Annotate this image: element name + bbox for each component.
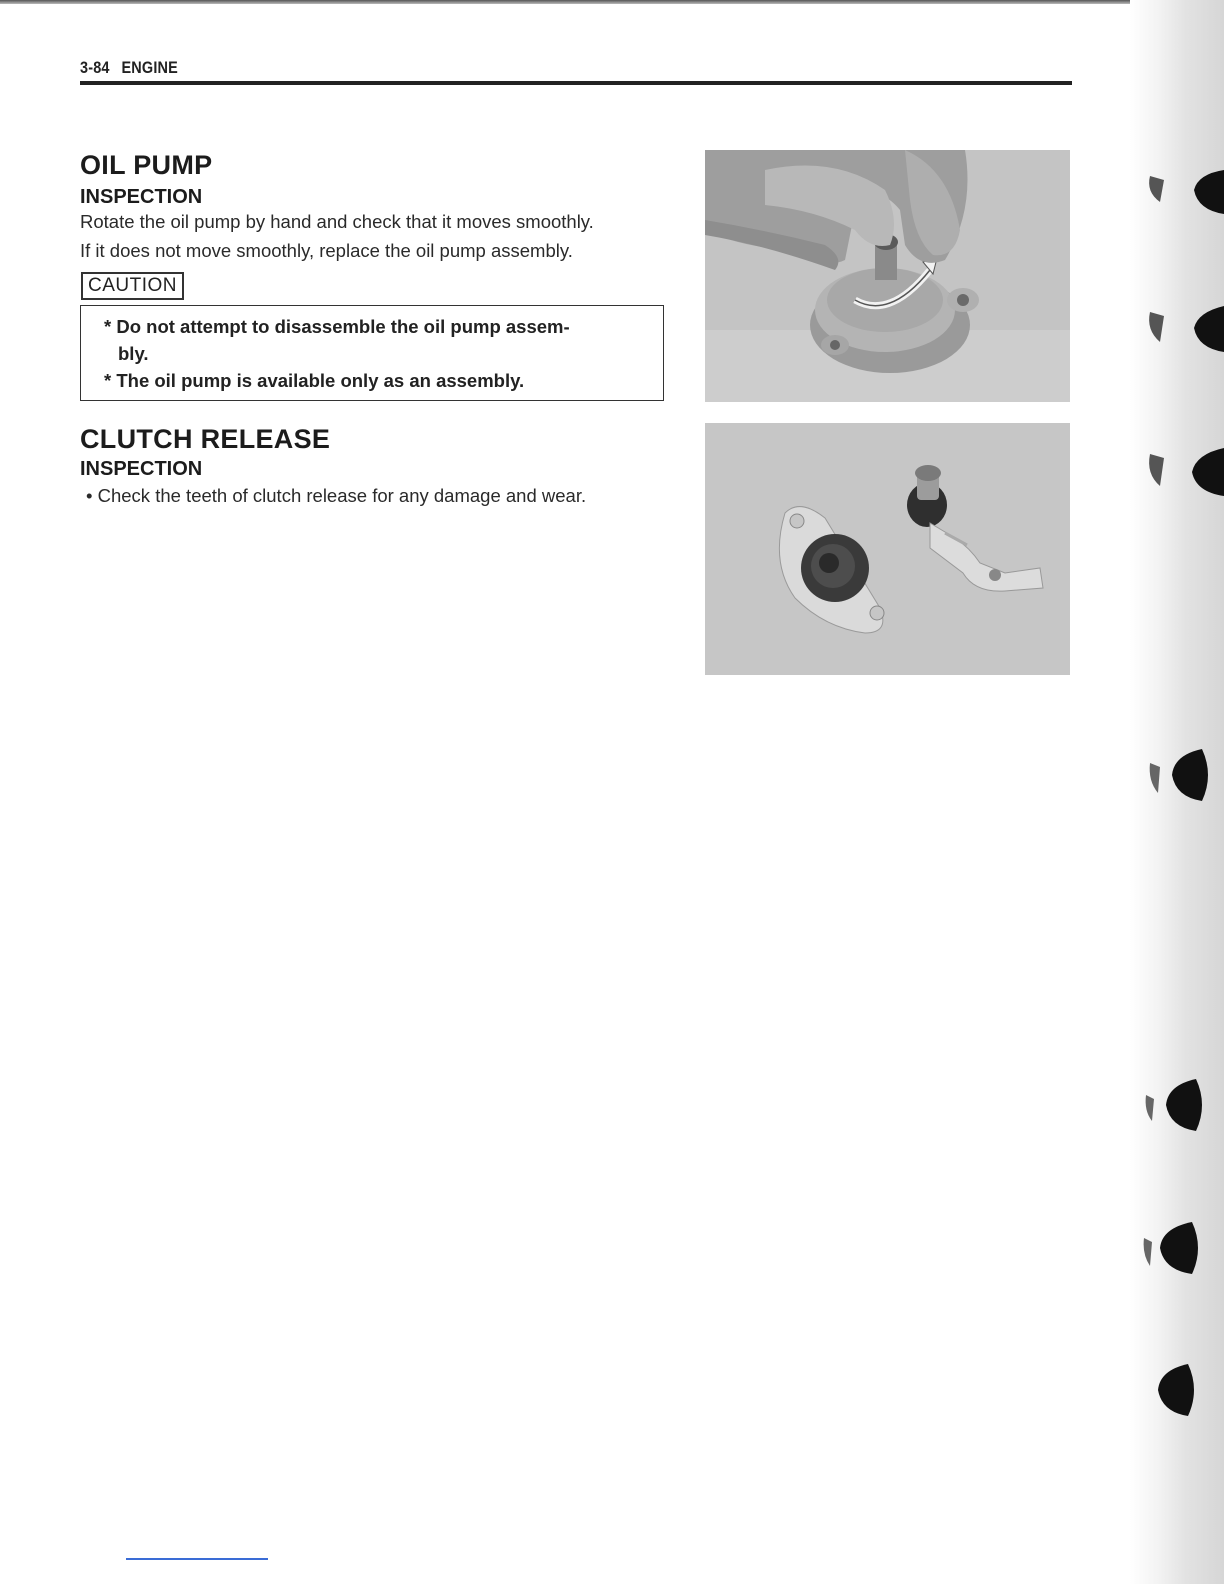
top-edge: [0, 0, 1224, 4]
clutch-release-photo: [705, 423, 1070, 675]
section-name: ENGINE: [121, 58, 178, 77]
caution-item-2: * The oil pump is available only as an assembly.: [104, 370, 525, 391]
header-rule: [80, 81, 1072, 85]
oil-pump-text-line1: Rotate the oil pump by hand and check that it moves smoothly.: [80, 211, 594, 232]
caution-label: CAUTION: [81, 272, 184, 300]
clutch-release-title: CLUTCH RELEASE: [80, 424, 331, 454]
oil-pump-inspection-heading: INSPECTION: [80, 186, 203, 208]
page-edge: [1130, 0, 1224, 1584]
binder-tab-icon: [1138, 442, 1224, 502]
binder-tab-icon: [1138, 745, 1224, 805]
binder-tab-icon: [1138, 1075, 1224, 1135]
page-number: 3-84: [80, 58, 110, 77]
caution-item-1a: * Do not attempt to disassemble the oil pump assem-: [104, 316, 570, 337]
oil-pump-title: OIL PUMP: [80, 150, 213, 180]
page-header: [80, 58, 190, 78]
footer-link-line: [126, 1558, 268, 1560]
oil-pump-text-line2: If it does not move smoothly, replace the oil pump assembly.: [80, 240, 573, 261]
binder-tab-icon: [1138, 160, 1224, 220]
oil-pump-photo: [705, 150, 1070, 402]
binder-tab-icon: [1138, 1218, 1224, 1278]
binder-tab-icon: [1138, 1360, 1224, 1420]
caution-item-1b: bly.: [118, 343, 149, 364]
clutch-release-bullet: • Check the teeth of clutch release for any damage and wear.: [86, 485, 587, 506]
clutch-release-inspection-heading: INSPECTION: [80, 458, 203, 480]
binder-tab-icon: [1138, 298, 1224, 358]
